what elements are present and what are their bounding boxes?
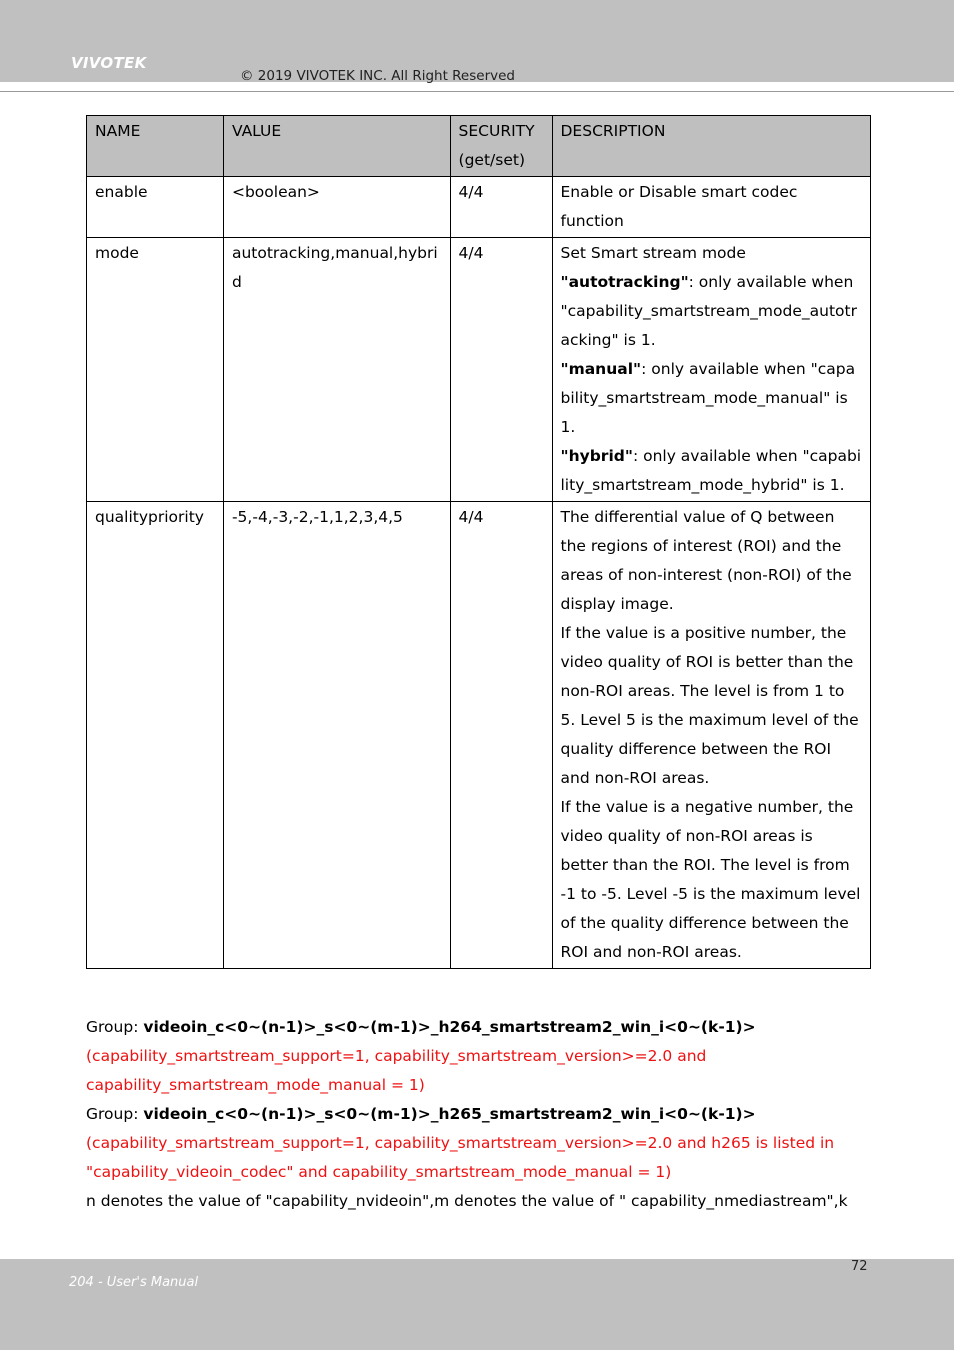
copyright-text: © 2019 VIVOTEK INC. All Right Reserved xyxy=(240,68,515,84)
table-header-row xyxy=(87,116,871,177)
cell-security: 4/4 xyxy=(450,177,552,238)
page-number: 72 xyxy=(851,1259,868,1274)
group-condition: (capability_smartstream_support=1, capability_smartstream_version>=2.0 and xyxy=(86,1047,707,1065)
description-line: The differential value of Q between the regions of interest (ROI) and the areas of non-interest (non-ROI) of the display image. xyxy=(560,508,852,613)
group-heading xyxy=(86,1100,876,1129)
description-item xyxy=(561,268,863,355)
column-header-description: DESCRIPTION xyxy=(552,116,871,177)
description-line: Enable or Disable smart codec function xyxy=(560,183,798,230)
cell-security: 4/4 xyxy=(450,502,552,969)
cell-description xyxy=(552,502,871,969)
cell-description xyxy=(552,177,871,238)
parameter-table xyxy=(86,115,871,969)
cell-value: <boolean> xyxy=(223,177,450,238)
description-item xyxy=(561,355,863,442)
description-text: : only available when "capability_smartstream_mode_autotracking" is 1. xyxy=(560,273,857,349)
description-text: : only available when "capability_smartstream_mode_hybrid" is 1. xyxy=(560,447,862,494)
group-condition: (capability_smartstream_support=1, capability_smartstream_version>=2.0 and h265 is listed in xyxy=(86,1134,835,1152)
cell-value: -5,-4,-3,-2,-1,1,2,3,4,5 xyxy=(223,502,450,969)
page-footer-band xyxy=(0,1259,954,1350)
column-header-name: NAME xyxy=(87,116,224,177)
group-prefix: Group: xyxy=(86,1105,144,1123)
group-condition: "capability_videoin_codec" and capability_smartstream_mode_manual = 1) xyxy=(86,1163,672,1181)
description-line: If the value is a negative number, the video quality of non-ROI areas is better than the ROI. The level is from -1 to -5. Level -5 is the maximum level of the quality difference between the ROI and non-ROI areas. xyxy=(560,798,861,961)
cell-description xyxy=(552,238,871,502)
description-line: Set Smart stream mode xyxy=(560,244,746,262)
keyword-manual: "manual" xyxy=(560,360,642,378)
brand-logo: VIVOTEK xyxy=(71,54,147,72)
group-heading xyxy=(86,1013,876,1042)
manual-page-label: 204 - User's Manual xyxy=(69,1275,199,1290)
description-item xyxy=(561,442,863,500)
keyword-autotracking: "autotracking" xyxy=(560,273,689,291)
description-line: If the value is a positive number, the video quality of ROI is better than the non-ROI areas. The level is from 1 to 5. Level 5 is the maximum level of the quality difference between the ROI and non-ROI areas. xyxy=(560,624,859,787)
table-row xyxy=(87,238,871,502)
cell-name: qualitypriority xyxy=(87,502,224,969)
table-row xyxy=(87,177,871,238)
group-name: videoin_c<0~(n-1)>_s<0~(m-1)>_h264_smartstream2_win_i<0~(k-1)> xyxy=(143,1018,756,1036)
cell-name: enable xyxy=(87,177,224,238)
description-text: : only available when "capability_smartstream_mode_manual" is 1. xyxy=(560,360,856,436)
group-prefix: Group: xyxy=(86,1018,144,1036)
column-header-value: VALUE xyxy=(223,116,450,177)
header-divider xyxy=(0,91,954,92)
table-row xyxy=(87,502,871,969)
group-name: videoin_c<0~(n-1)>_s<0~(m-1)>_h265_smartstream2_win_i<0~(k-1)> xyxy=(143,1105,756,1123)
keyword-hybrid: "hybrid" xyxy=(560,447,633,465)
cell-value: autotracking,manual,hybrid xyxy=(223,238,450,502)
page-header-band xyxy=(0,0,954,82)
cell-name: mode xyxy=(87,238,224,502)
group-condition: capability_smartstream_mode_manual = 1) xyxy=(86,1076,425,1094)
cell-security: 4/4 xyxy=(450,238,552,502)
variable-note: n denotes the value of "capability_nvideoin",m denotes the value of " capability_nmediastream",k xyxy=(86,1192,848,1210)
column-header-security: SECURITY (get/set) xyxy=(450,116,552,177)
group-section xyxy=(86,1013,876,1216)
